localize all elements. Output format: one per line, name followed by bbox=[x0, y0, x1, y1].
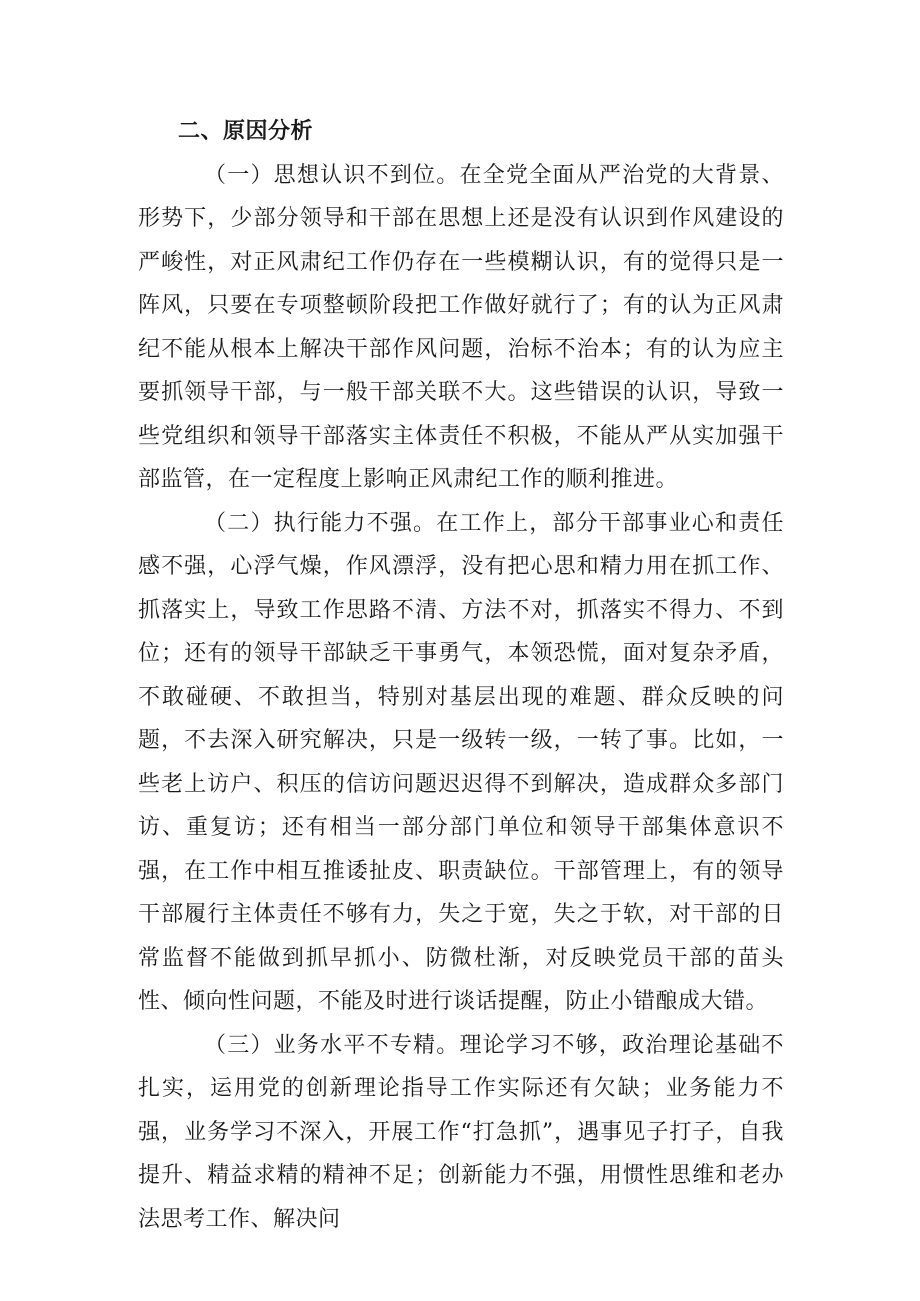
section-heading: 二、原因分析 bbox=[178, 119, 314, 144]
document-body bbox=[138, 110, 784, 1241]
paragraph-execution: （二）执行能力不强。在工作上，部分干部事业心和责任感不强，心浮气燥，作风漂浮，没有把心思和精力用在抓工作、抓落实上，导致工作思路不清、方法不对，抓落实不得力、不到位；还有的领导干部缺乏干事勇气，本领恐慌，面对复杂矛盾，不敢碰硬、不敢担当，特别对基层出现的难题、群众反映的问题，不去深入研究解决，只是一级转一级，一转了事。比如，一些老上访户、积压的信访问题迟迟得不到解决，造成群众多部门访、重复访；还有相当一部分部门单位和领导干部集体意识不强，在工作中相互推诿扯皮、职责缺位。干部管理上，有的领导干部履行主体责任不够有力，失之于宽，失之于软，对干部的日常监督不能做到抓早抓小、防微杜渐，对反映党员干部的苗头性、倾向性问题，不能及时进行谈话提醒，防止小错酿成大错。 bbox=[138, 510, 784, 1014]
paragraph-expertise: （三）业务水平不专精。理论学习不够，政治理论基础不扎实，运用党的创新理论指导工作实际还有欠缺；业务能力不强，业务学习不深入，开展工作“打急抓”，遇事见子打子，自我提升、精益求精的精神不足；创新能力不强，用惯性思维和老办法思考工作、解决问 bbox=[138, 1032, 784, 1232]
paragraph-thinking: （一）思想认识不到位。在全党全面从严治党的大背景、形势下，少部分领导和干部在思想上还是没有认识到作风建设的严峻性，对正风肃纪工作仍存在一些模糊认识，有的觉得只是一阵风，只要在专项整顿阶段把工作做好就行了；有的认为正风肃纪不能从根本上解决干部作风问题，治标不治本；有的认为应主要抓领导干部，与一般干部关联不大。这些错误的认识，导致一些党组织和领导干部落实主体责任不积极，不能从严从实加强干部监管，在一定程度上影响正风肃纪工作的顺利推进。 bbox=[138, 162, 784, 492]
